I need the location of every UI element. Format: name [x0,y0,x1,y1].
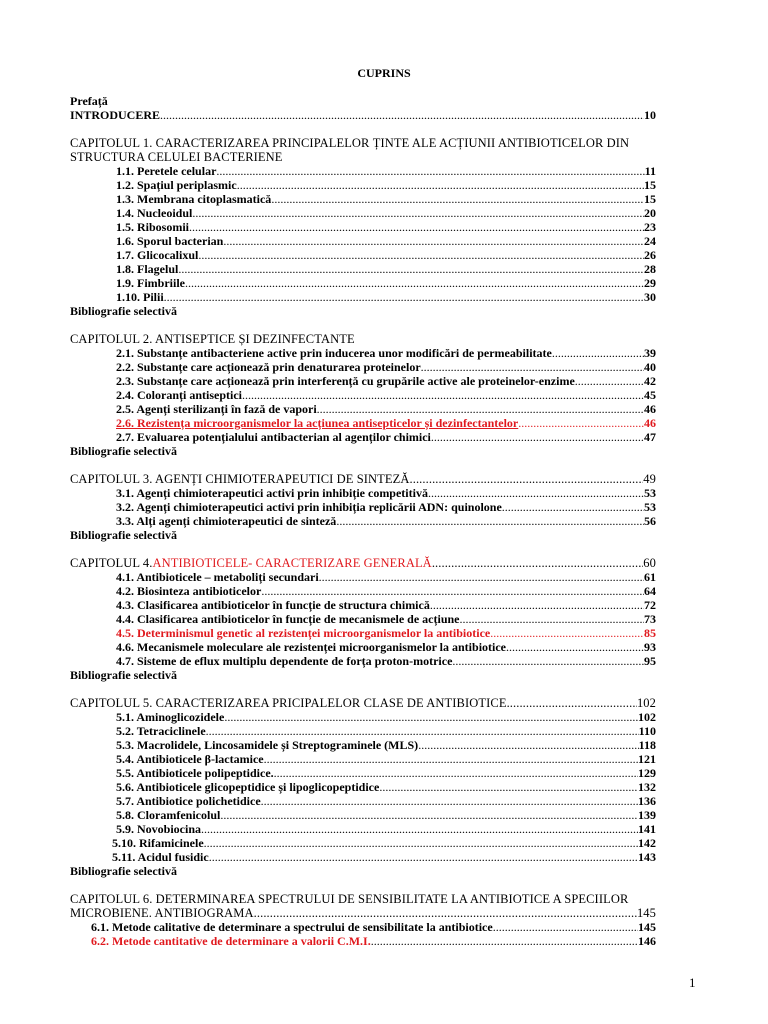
toc-entry: 1.7. Glicocalixul ..... 26 [70,248,656,262]
toc-entry: 1.6. Sporul bacterian ..... 24 [70,234,656,248]
toc-entry: 4.4. Clasificarea antibioticelor în funcție de mecanismele de acțiune ..... 73 [70,612,656,626]
bibliography-label: Bibliografie selectivă [70,668,177,682]
toc-entry: 1.8. Flagelul ..... 28 [70,262,656,276]
toc-entry: 5.10. Rifamicinele ..... 142 [70,836,656,850]
chapter-1-title: CAPITOLUL 1. CARACTERIZAREA PRINCIPALELOR ȚINTE ALE ACȚIUNII ANTIBIOTICELOR DIN [70,136,630,150]
chapter-6-title-cont: MICROBIENE. ANTIBIOGRAMA ..... 145 [70,906,656,920]
bibliography-label: Bibliografie selectivă [70,444,177,458]
toc-entry: 4.7. Sisteme de eflux multiplu dependente de forța proton-motrice ..... 95 [70,654,656,668]
toc-entry: 5.2. Tetraciclinele ..... 110 [70,724,656,738]
toc-entry: 1.1. Peretele celular ..... 11 [70,164,656,178]
chapter-6-title: CAPITOLUL 6. DETERMINAREA SPECTRULUI DE SENSIBILITATE LA ANTIBIOTICE A SPECIILOR [70,892,629,906]
toc-entry: 5.6. Antibioticele glicopeptidice și lipoglicopeptidice ..... 132 [70,780,656,794]
page-number: 1 [689,975,696,990]
toc-entry: 1.2. Spațiul periplasmic ..... 15 [70,178,656,192]
toc-entry: 2.5. Agenți sterilizanți în fază de vapori ..... 46 [70,402,656,416]
toc-entry: 5.1. Aminoglicozidele ..... 102 [70,710,656,724]
chapter-3-title: CAPITOLUL 3. AGENȚI CHIMIOTERAPEUTICI DE SINTEZĂ ..... 49 [70,472,656,486]
toc-entry: 4.1. Antibioticele – metaboliți secundari ..... 61 [70,570,656,584]
toc-entry-highlight: 2.6. Rezistența microorganismelor la acțiunea antisepticelor și dezinfectantelor ..... 46 [70,416,656,430]
toc-entry: 5.8. Cloramfenicolul ..... 139 [70,808,656,822]
toc-entry: 1.9. Fimbriile ..... 29 [70,276,656,290]
chapter-1-title-cont: STRUCTURA CELULEI BACTERIENE [70,150,283,164]
toc-entry: 1.5. Ribosomii ..... 23 [70,220,656,234]
toc-entry: 2.2. Substanțe care acționează prin denaturarea proteinelor ..... 40 [70,360,656,374]
toc-introducere: INTRODUCERE ..... 10 [70,108,656,122]
bibliography-label: Bibliografie selectivă [70,304,177,318]
toc-entry: 5.9. Novobiocina ..... 141 [70,822,656,836]
toc-entry: 5.5. Antibioticele polipeptidice. ..... 129 [70,766,656,780]
toc-entry: 5.3. Macrolidele, Lincosamidele și Streptograminele (MLS) ..... 118 [70,738,656,752]
toc-entry: 6.1. Metode calitative de determinare a spectrului de sensibilitate la antibiotice ..... 145 [70,920,656,934]
toc-entry: 1.3. Membrana citoplasmatică ..... 15 [70,192,656,206]
page-title: CUPRINS [357,66,411,80]
chapter-5-title: CAPITOLUL 5. CARACTERIZAREA PRICIPALELOR CLASE DE ANTIBIOTICE ..... 102 [70,696,656,710]
toc-entry: 4.2. Biosinteza antibioticelor ..... 64 [70,584,656,598]
toc-prefata: Prefață [70,94,108,108]
toc-entry: 5.7. Antibiotice polichetidice ..... 136 [70,794,656,808]
toc-entry: 5.11. Acidul fusidic ..... 143 [70,850,656,864]
toc-entry: 4.6. Mecanismele moleculare ale rezistenței microorganismelor la antibiotice ..... 93 [70,640,656,654]
table-of-contents [70,94,656,948]
chapter-2-title: CAPITOLUL 2. ANTISEPTICE ȘI DEZINFECTANTE [70,332,355,346]
toc-entry: 2.4. Coloranți antiseptici ..... 45 [70,388,656,402]
toc-entry: 1.10. Pilii ..... 30 [70,290,656,304]
toc-entry: 2.3. Substanțe care acționează prin interferență cu grupările active ale proteinelor-enzime ..... 42 [70,374,656,388]
toc-entry: 5.4. Antibioticele β-lactamice ..... 121 [70,752,656,766]
bibliography-label: Bibliografie selectivă [70,864,177,878]
toc-entry: 6.2. Metode cantitative de determinare a valorii C.M.I. ..... 146 [70,934,656,948]
toc-entry: 3.2. Agenți chimioterapeutici activi prin inhibiția replicării ADN: quinolone ..... 53 [70,500,656,514]
toc-entry: 4.3. Clasificarea antibioticelor în funcție de structura chimică ..... 72 [70,598,656,612]
toc-entry-highlight: 4.5. Determinismul genetic al rezistenței microorganismelor la antibiotice ..... 85 [70,626,656,640]
toc-entry: 3.1. Agenți chimioterapeutici activi prin inhibiție competitivă ..... 53 [70,486,656,500]
toc-entry: 1.4. Nucleoidul ..... 20 [70,206,656,220]
toc-entry: 3.3. Alți agenți chimioterapeutici de sinteză ..... 56 [70,514,656,528]
toc-entry: 2.1. Substanțe antibacteriene active prin inducerea unor modificări de permeabilitate ..... 39 [70,346,656,360]
toc-entry: 2.7. Evaluarea potențialului antibacterian al agenților chimici ..... 47 [70,430,656,444]
bibliography-label: Bibliografie selectivă [70,528,177,542]
chapter-4-title: CAPITOLUL 4. ANTIBIOTICELE- CARACTERIZARE GENERALĂ ..... 60 [70,556,656,570]
